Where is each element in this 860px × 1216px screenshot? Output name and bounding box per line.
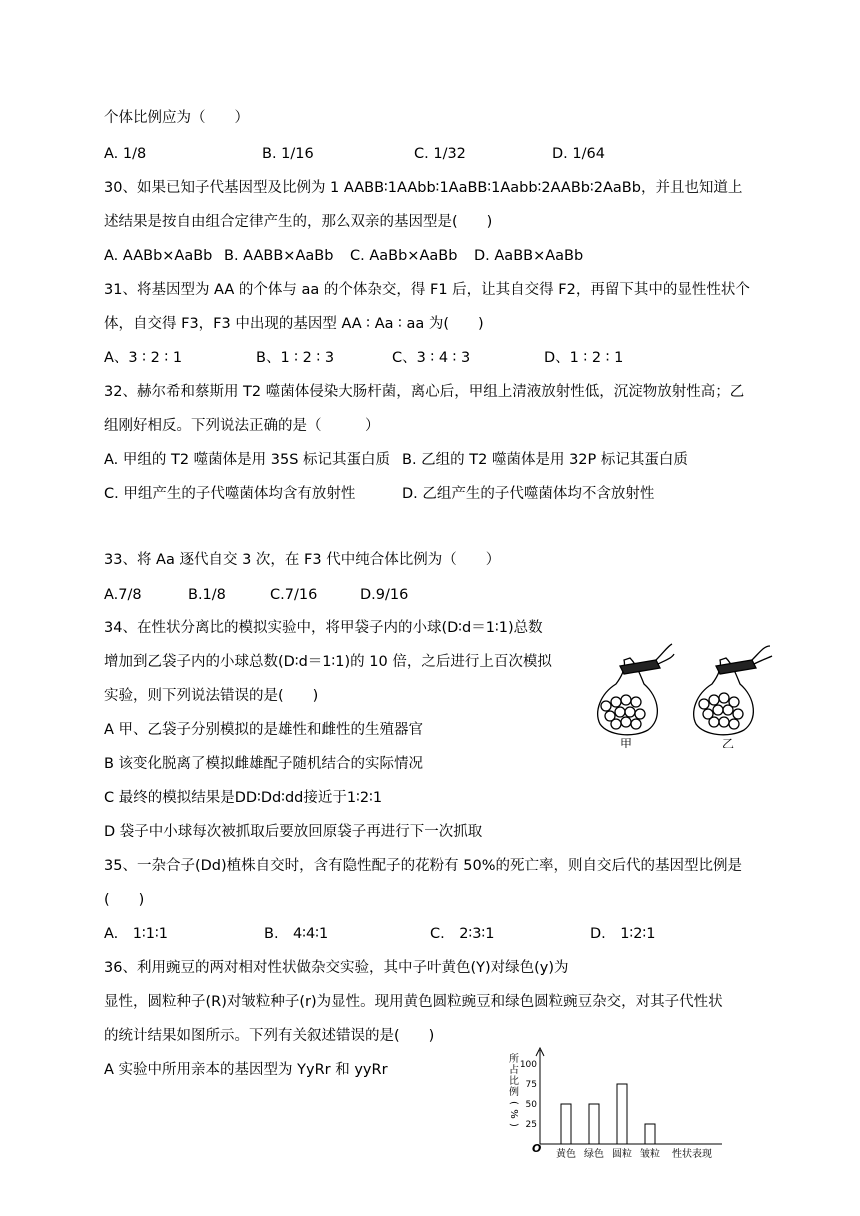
q29-option-c: C. 1/32 <box>414 146 466 162</box>
y-tick-label: 100 <box>519 1060 537 1070</box>
bar-1 <box>561 1104 571 1144</box>
q34-stem-line1: 34、在性状分离比的模拟实验中，将甲袋子内的小球(D∶d＝1∶1)总数 <box>104 620 543 636</box>
y-tick-label: 75 <box>525 1080 537 1090</box>
q36-stem-line2: 显性，圆粒种子(R)对皱粒种子(r)为显性。现用黄色圆粒豌豆和绿色圆粒豌豆杂交，对其子代性状 <box>104 994 723 1010</box>
q31-stem-line1: 31、将基因型为 AA 的个体与 aa 的个体杂交，得 F1 后，让其自交得 F2，再留下其中的显性性状个 <box>104 282 750 298</box>
q34-stem-line3: 实验，则下列说法错误的是( ) <box>104 688 319 704</box>
q36-stem-line1: 36、利用豌豆的两对相对性状做杂交实验，其中子叶黄色(Y)对绿色(y)为 <box>104 960 569 976</box>
x-tick-label: 圆粒 <box>612 1149 632 1160</box>
q30-option-d: D. AaBB×AaBb <box>474 248 584 264</box>
q30-option-c: C. AaBb×AaBb <box>350 248 458 264</box>
q36-option-a: A 实验中所用亲本的基因型为 YyRr 和 yyRr <box>104 1062 388 1078</box>
x-tick-labels <box>556 1147 660 1160</box>
q32-stem-line2: 组刚好相反。下列说法正确的是（ ） <box>104 418 380 434</box>
bag-left-label: 甲 <box>620 737 633 748</box>
q31-option-c: C、3 ∶ 4 ∶ 3 <box>392 350 471 366</box>
bag-left-icon <box>598 644 674 735</box>
y-ticks <box>520 1060 537 1130</box>
q32-option-b: B. 乙组的 T2 噬菌体是用 32P 标记其蛋白质 <box>402 452 688 468</box>
q36-stem-line3: 的统计结果如图所示。下列有关叙述错误的是( ) <box>104 1028 435 1044</box>
x-tick-label: 绿色 <box>584 1149 604 1160</box>
y-tick-label: 50 <box>525 1100 537 1110</box>
x-tick-label: 黄色 <box>556 1149 576 1160</box>
q32-option-d: D. 乙组产生的子代噬菌体均不含放射性 <box>402 486 655 502</box>
q34-option-a: A 甲、乙袋子分别模拟的是雄性和雌性的生殖器官 <box>104 722 424 738</box>
bag-illustration <box>586 640 786 748</box>
bar-3 <box>617 1084 627 1144</box>
x-axis-label: 性状表现 <box>672 1149 712 1160</box>
q32-option-c: C. 甲组产生的子代噬菌体均含有放射性 <box>104 486 356 502</box>
bar-4 <box>645 1124 655 1144</box>
q30-option-b: B. AABB×AaBb <box>224 248 334 264</box>
q35-stem-line2: ( ) <box>104 892 145 908</box>
q30-stem-line1: 30、如果已知子代基因型及比例为 1 AABB∶1AAbb∶1AaBB∶1Aabb∶2AABb∶2AaBb，并且也知道上 <box>104 180 743 196</box>
q29-option-b: B. 1/16 <box>262 146 314 162</box>
q33-option-c: C.7/16 <box>270 587 318 603</box>
q32-option-a: A. 甲组的 T2 噬菌体是用 35S 标记其蛋白质 <box>104 452 391 468</box>
q31-option-d: D、1 ∶ 2 ∶ 1 <box>544 350 624 366</box>
q35-option-a: A. 1∶1∶1 <box>104 926 168 942</box>
y-axis-label-char: 比 <box>509 1076 519 1087</box>
bag-right-label: 乙 <box>722 737 735 748</box>
q33-option-d: D.9/16 <box>360 587 409 603</box>
q34-option-d: D 袋子中小球每次被抓取后要放回原袋子再进行下一次抓取 <box>104 824 483 840</box>
q29-option-a: A. 1/8 <box>104 146 147 162</box>
q34-stem-line2: 增加到乙袋子内的小球总数(D∶d＝1∶1)的 10 倍，之后进行上百次模拟 <box>104 654 552 670</box>
q34-option-b: B 该变化脱离了模拟雌雄配子随机结合的实际情况 <box>104 756 424 772</box>
q31-stem-line2: 体，自交得 F3，F3 中出现的基因型 AA ∶ Aa ∶ aa 为( ) <box>104 316 484 332</box>
q29-stem-tail: 个体比例应为（ ） <box>104 110 249 126</box>
q31-option-b: B、1 ∶ 2 ∶ 3 <box>256 350 335 366</box>
q35-option-b: B. 4∶4∶1 <box>264 926 329 942</box>
q31-option-a: A、3 ∶ 2 ∶ 1 <box>104 350 183 366</box>
q33-option-a: A.7/8 <box>104 587 142 603</box>
y-axis-label-char: 所 <box>509 1054 519 1065</box>
y-axis-label-char: % <box>508 1109 519 1119</box>
trait-bar-chart <box>500 1044 730 1164</box>
origin-label: O <box>532 1142 542 1155</box>
bar-2 <box>589 1104 599 1144</box>
y-tick-label: 25 <box>525 1120 537 1130</box>
q33-option-b: B.1/8 <box>188 587 226 603</box>
q33-stem: 33、将 Aa 逐代自交 3 次，在 F3 代中纯合体比例为（ ） <box>104 552 501 568</box>
q35-option-d: D. 1∶2∶1 <box>590 926 656 942</box>
q35-stem-line1: 35、一杂合子(Dd)植株自交时，含有隐性配子的花粉有 50%的死亡率，则自交后代的基因型比例是 <box>104 858 742 874</box>
y-axis-label-char: ( <box>508 1101 519 1105</box>
q29-option-d: D. 1/64 <box>552 146 605 162</box>
q30-option-a: A. AABb×AaBb <box>104 248 213 264</box>
q35-option-c: C. 2∶3∶1 <box>430 926 495 942</box>
bag-right-icon <box>694 646 772 735</box>
y-axis-label-char: ) <box>508 1123 519 1127</box>
y-axis-label <box>508 1053 519 1127</box>
y-axis-label-char: 占 <box>509 1065 519 1076</box>
q32-stem-line1: 32、赫尔希和蔡斯用 T2 噬菌体侵染大肠杆菌，离心后，甲组上清液放射性低，沉淀物放射性高；乙 <box>104 384 745 400</box>
q30-stem-line2: 述结果是按自由组合定律产生的，那么双亲的基因型是( ) <box>104 214 493 230</box>
bars <box>561 1084 655 1144</box>
y-axis-label-char: 例 <box>509 1087 519 1098</box>
x-tick-label: 皱粒 <box>640 1149 660 1160</box>
q34-option-c: C 最终的模拟结果是DD∶Dd∶dd接近于1∶2∶1 <box>104 790 383 806</box>
